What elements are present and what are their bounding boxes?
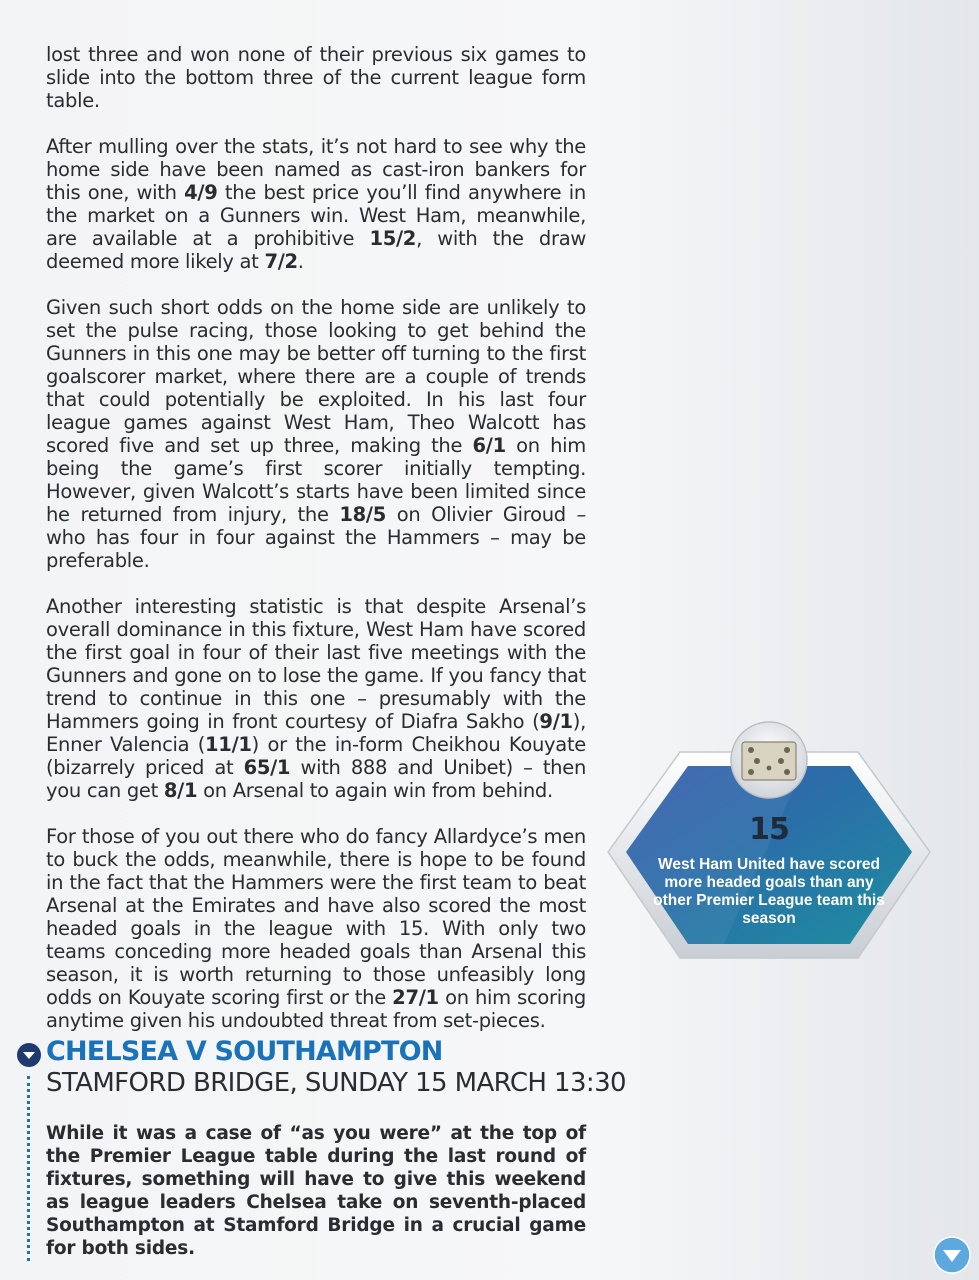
stat-caption: West Ham United have scored more headed goals than any other Premier League team this season bbox=[653, 856, 885, 927]
article-body bbox=[46, 43, 586, 1055]
odds-value: 7/2 bbox=[264, 250, 298, 273]
article-paragraph-3: Given such short odds on the home side are unlikely to set the pulse racing, those looking to get behind the Gunners in this one may be better off turning to the first goalscorer market, where there are a couple of trends that could potentially be exploited. In his last four league games against West Ham, Theo Walcott has scored five and set up three, making the 6/1 on him being the game’s first scorer initially tempting. However, given Walcott’s starts have been limited since he returned from injury, the 18/5 on Olivier Giroud – who has four in four against the Hammers – may be preferable. bbox=[46, 296, 586, 572]
article-paragraph-2: After mulling over the stats, it’s not hard to see why the home side have been named as cast-iron bankers for this one, with 4/9 the best price you’ll find anywhere in the market on a Gunners win. West Ham, meanwhile, are available at a prohibitive 15/2, with the draw deemed more likely at 7/2. bbox=[46, 135, 587, 273]
dotted-divider bbox=[27, 1076, 30, 1261]
fixture-venue: STAMFORD BRIDGE, SUNDAY 15 MARCH 13:30 bbox=[46, 1068, 626, 1098]
odds-value: 15/2 bbox=[369, 227, 417, 250]
article-paragraph-1: lost three and won none of their previous six games to slide into the bottom three of the current league form table. bbox=[46, 43, 586, 112]
odds-value: 65/1 bbox=[243, 756, 291, 779]
odds-value: 27/1 bbox=[392, 986, 439, 1009]
article-paragraph-5: For those of you out there who do fancy Allardyce’s men to buck the odds, meanwhile, there is hope to be found in the fact that the Hammers were the first team to beat Arsenal at the Emirates and have also scored the most headed goals in the league with 15. With only two teams conceding more headed goals than Arsenal this season, it is worth returning to those unfeasibly long odds on Kouyate scoring first or the 27/1 on him scoring anytime given his undoubted threat from set-pieces. bbox=[46, 825, 587, 1032]
fixture-intro: While it was a case of “as you were” at the top of the Premier League table during the last round of fixtures, something will have to give this weekend as league leaders Chelsea take on seventh-placed Southampton at Stamford Bridge in a crucial game for both sides. bbox=[46, 1123, 586, 1259]
football-boot-studs-icon bbox=[742, 742, 796, 780]
next-page-button[interactable] bbox=[933, 1236, 971, 1274]
fixture-title: CHELSEA V SOUTHAMPTON bbox=[46, 1036, 443, 1067]
stat-number: 15 bbox=[749, 812, 789, 847]
odds-value: 9/1 bbox=[539, 710, 573, 733]
odds-value: 6/1 bbox=[472, 434, 506, 457]
odds-value: 18/5 bbox=[339, 503, 386, 526]
article-paragraph-4: Another interesting statistic is that despite Arsenal’s overall dominance in this fixture, West Ham have scored the first goal in four of their last five meetings with the Gunners and gone on to lose the game. If you fancy that trend to continue in this one – presumably with the Hammers going in front courtesy of Diafra Sakho (9/1), Enner Valencia (11/1) or the in-form Cheikhou Kouyate (bizarrely priced at 65/1 with 888 and Unibet) – then you can get 8/1 on Arsenal to again win from behind. bbox=[46, 595, 587, 802]
odds-value: 4/9 bbox=[184, 181, 218, 204]
odds-value: 11/1 bbox=[205, 733, 252, 756]
odds-value: 8/1 bbox=[163, 779, 198, 802]
chevron-down-icon bbox=[16, 1042, 42, 1068]
